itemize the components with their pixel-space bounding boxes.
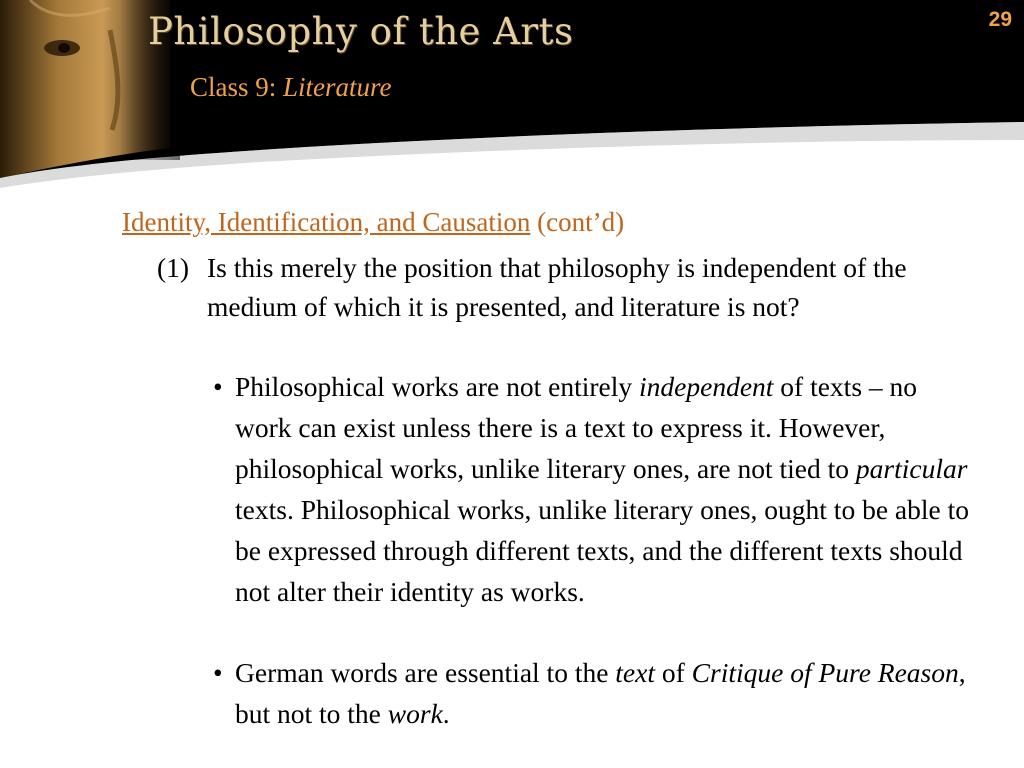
class-subtitle: [190, 72, 392, 103]
bullet-dot: •: [213, 657, 223, 688]
section-heading: [122, 207, 624, 238]
point-text: Is this merely the position that philosophy is independent of the medium of which it is presented, and literature is not?: [207, 252, 907, 322]
slide-number: 29: [988, 8, 1012, 31]
deck-title: Philosophy of the Arts: [148, 10, 574, 53]
heading-link[interactable]: Identity, Identification, and Causation: [122, 207, 531, 237]
heading-suffix: (cont’d): [537, 207, 625, 237]
point-number: (1): [157, 252, 190, 283]
class-prefix: Class 9:: [190, 72, 277, 102]
bullet-dot: •: [213, 371, 223, 402]
class-topic: Literature: [283, 72, 392, 102]
bullet-text: German words are essential to the text of Critique of Pure Reason, but not to the work.: [235, 657, 966, 729]
bullet-text: Philosophical works are not entirely independent of texts – no work can exist unless there is a text to express it. However, philosophical works, unlike literary ones, are not tied to particular texts. Philosophical works, unlike literary ones, ought to be able to be expressed through different texts, and the different texts should not alter their identity as works.: [235, 371, 969, 607]
